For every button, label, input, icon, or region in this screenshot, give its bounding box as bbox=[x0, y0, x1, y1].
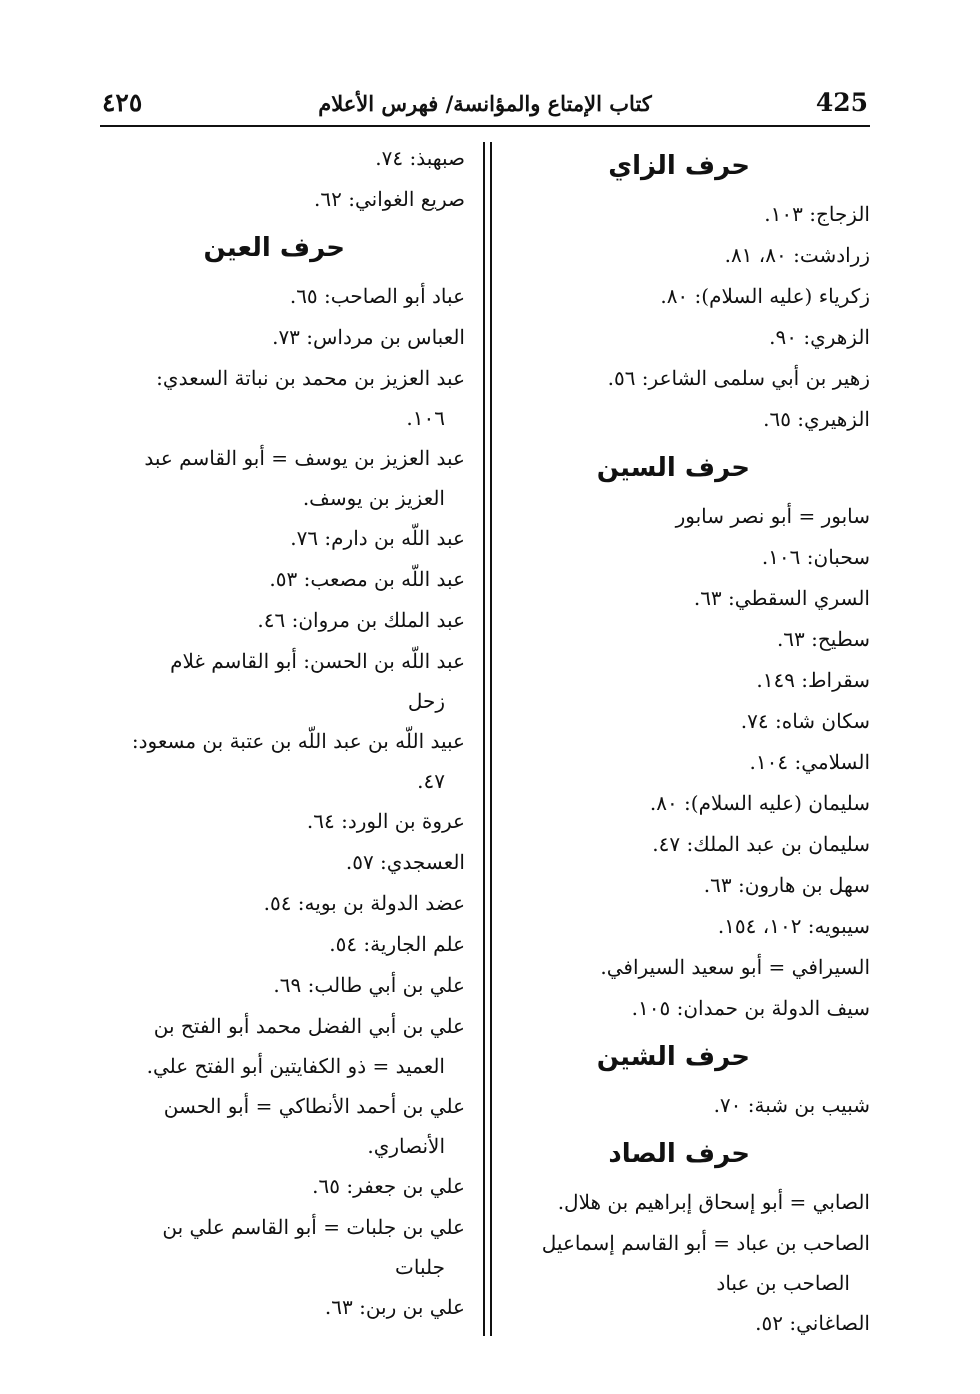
index-entry bbox=[490, 1085, 870, 1126]
index-entry bbox=[101, 600, 465, 641]
index-entry-continuation: العزيز بن يوسف. bbox=[302, 486, 445, 510]
page-number-latin: 425 bbox=[815, 88, 868, 117]
page-header bbox=[100, 82, 870, 122]
index-entry-text: عبد العزيز بن محمد بن نباتة السعدي: bbox=[156, 366, 465, 390]
index-entry-text: عبد العزيز بن يوسف = أبو القاسم عبد bbox=[144, 446, 465, 470]
index-entry bbox=[490, 1182, 870, 1223]
index-entry-text: علم الجارية: ٥٤. bbox=[329, 932, 465, 956]
index-entry-text: سهل بن هارون: ٦٣. bbox=[703, 873, 870, 897]
index-entry bbox=[101, 924, 465, 965]
index-entry bbox=[101, 438, 465, 518]
index-entry bbox=[490, 783, 870, 824]
index-entry bbox=[490, 865, 870, 906]
index-entry-text: العباس بن مرداس: ٧٣. bbox=[272, 325, 465, 349]
index-entry-text: سيبويه: ١٠٢، ١٥٤. bbox=[717, 914, 870, 938]
header-rule bbox=[100, 125, 870, 127]
index-entry-continuation: زحل bbox=[407, 689, 445, 713]
index-entry-text: صبهبذ: ٧٤. bbox=[375, 146, 465, 170]
index-entry bbox=[490, 317, 870, 358]
index-entry-continuation: الأنصاري. bbox=[367, 1134, 445, 1158]
index-entry-text: سليمان (عليه السلام): ٨٠. bbox=[649, 791, 870, 815]
index-entry bbox=[101, 276, 465, 317]
index-entry-continuation: العميد = ذو الكفايتين أبو الفتح علي. bbox=[146, 1054, 445, 1078]
index-entry bbox=[101, 179, 465, 220]
index-entry bbox=[490, 235, 870, 276]
index-entry bbox=[490, 276, 870, 317]
letter-section-heading: حرف العين bbox=[203, 233, 345, 263]
index-entry bbox=[101, 1166, 465, 1207]
index-entry-text: سيف الدولة بن حمدان: ١٠٥. bbox=[631, 996, 870, 1020]
index-entry bbox=[101, 518, 465, 559]
index-entry bbox=[490, 906, 870, 947]
index-entry-text: عبيد اللّه بن عبد اللّه بن عتبة بن مسعود: bbox=[131, 729, 465, 753]
letter-section-heading: حرف الشين bbox=[596, 1042, 750, 1072]
index-entry bbox=[490, 399, 870, 440]
index-entry bbox=[490, 496, 870, 537]
index-entry bbox=[101, 1207, 465, 1287]
index-entry-text: عروة بن الورد: ٦٤. bbox=[306, 809, 465, 833]
index-entry-text: العسجدي: ٥٧. bbox=[345, 850, 465, 874]
letter-section-heading: حرف الزاي bbox=[608, 151, 750, 181]
index-entry bbox=[490, 947, 870, 988]
index-entry bbox=[490, 988, 870, 1029]
index-entry-text: السيرافي = أبو سعيد السيرافي. bbox=[600, 955, 870, 979]
index-entry-text: عبد اللّه بن الحسن: أبو القاسم غلام bbox=[170, 649, 465, 673]
index-entry bbox=[490, 1303, 870, 1344]
index-entry-text: علي بن أحمد الأنطاكي = أبو الحسن bbox=[163, 1094, 465, 1118]
index-entry-continuation: جلبات bbox=[395, 1255, 445, 1279]
column-separator bbox=[483, 142, 492, 1336]
index-entry-text: سابور = أبو نصر سابور bbox=[675, 504, 870, 528]
index-column-left bbox=[101, 138, 465, 1328]
index-entry bbox=[490, 824, 870, 865]
index-entry-text: عضد الدولة بن بويه: ٥٤. bbox=[263, 891, 465, 915]
index-entry-text: علي بن أبي الفضل محمد أبو الفتح بن bbox=[153, 1014, 465, 1038]
index-entry-text: السلامي: ١٠٤. bbox=[749, 750, 870, 774]
index-entry-text: زكرياء (عليه السلام): ٨٠. bbox=[660, 284, 870, 308]
index-entry bbox=[101, 358, 465, 438]
index-entry bbox=[101, 883, 465, 924]
index-entry-text: زهير بن أبي سلمى الشاعر: ٥٦. bbox=[607, 366, 870, 390]
index-entry-text: عبد اللّه بن دارم: ٧٦. bbox=[290, 526, 465, 550]
index-entry bbox=[490, 1223, 870, 1303]
index-entry-text: سطيح: ٦٣. bbox=[776, 627, 870, 651]
index-entry bbox=[101, 721, 465, 801]
index-column-right bbox=[490, 138, 870, 1344]
index-entry bbox=[101, 317, 465, 358]
index-entry bbox=[101, 559, 465, 600]
index-entry-text: الزهري: ٩٠. bbox=[769, 325, 870, 349]
index-entry-text: الزجاج: ١٠٣. bbox=[764, 202, 870, 226]
index-entry-text: سليمان بن عبد الملك: ٤٧. bbox=[652, 832, 870, 856]
index-entry-text: الصابي = أبو إسحاق إبراهيم بن هلال. bbox=[557, 1190, 870, 1214]
index-entry bbox=[490, 578, 870, 619]
index-entry bbox=[490, 358, 870, 399]
index-entry bbox=[101, 965, 465, 1006]
index-entry bbox=[101, 1006, 465, 1086]
letter-section-heading: حرف السين bbox=[596, 453, 750, 483]
index-entry-text: السري السقطي: ٦٣. bbox=[693, 586, 870, 610]
index-entry-text: سكان شاه: ٧٤. bbox=[740, 709, 870, 733]
index-entry-text: عبد اللّه بن مصعب: ٥٣. bbox=[269, 567, 465, 591]
index-entry-continuation: ٤٧. bbox=[417, 769, 445, 793]
index-entry bbox=[490, 660, 870, 701]
index-entry bbox=[101, 801, 465, 842]
index-entry-text: علي بن جعفر: ٦٥. bbox=[312, 1174, 465, 1198]
index-entry-text: الصاغاني: ٥٢. bbox=[755, 1311, 870, 1335]
index-entry-text: عبد الملك بن مروان: ٤٦. bbox=[257, 608, 465, 632]
page-number-arabic: ٤٢٥ bbox=[102, 88, 143, 117]
index-entry bbox=[490, 619, 870, 660]
index-entry bbox=[101, 1086, 465, 1166]
index-entry bbox=[101, 641, 465, 721]
index-entry-text: سقراط: ١٤٩. bbox=[756, 668, 870, 692]
index-entry-continuation: ١٠٦. bbox=[406, 406, 445, 430]
index-entry-text: علي بن أبي طالب: ٦٩. bbox=[273, 973, 465, 997]
index-entry-text: الزهيري: ٦٥. bbox=[763, 407, 870, 431]
index-entry-text: علي بن جلبات = أبو القاسم علي بن bbox=[162, 1215, 465, 1239]
index-entry-continuation: الصاحب بن عباد bbox=[716, 1271, 850, 1295]
index-entry-text: الصاحب بن عباد = أبو القاسم إسماعيل bbox=[541, 1231, 870, 1255]
index-entry-text: علي بن ربن: ٦٣. bbox=[324, 1295, 465, 1319]
index-entry-text: عباد أبو الصاحب: ٦٥. bbox=[289, 284, 465, 308]
index-entry bbox=[101, 842, 465, 883]
index-entry-text: سحبان: ١٠٦. bbox=[761, 545, 870, 569]
index-entry bbox=[101, 1287, 465, 1328]
running-title: كتاب الإمتاع والمؤانسة/ فهرس الأعلام bbox=[318, 91, 652, 116]
index-entry bbox=[490, 701, 870, 742]
index-entry-text: صريع الغواني: ٦٢. bbox=[314, 187, 465, 211]
index-entry-text: شبيب بن شبة: ٧٠. bbox=[713, 1093, 870, 1117]
index-entry bbox=[490, 537, 870, 578]
index-entry bbox=[101, 138, 465, 179]
index-entry-text: زرادشت: ٨٠، ٨١. bbox=[724, 243, 870, 267]
letter-section-heading: حرف الصاد bbox=[608, 1139, 750, 1169]
index-entry bbox=[490, 194, 870, 235]
index-entry bbox=[490, 742, 870, 783]
